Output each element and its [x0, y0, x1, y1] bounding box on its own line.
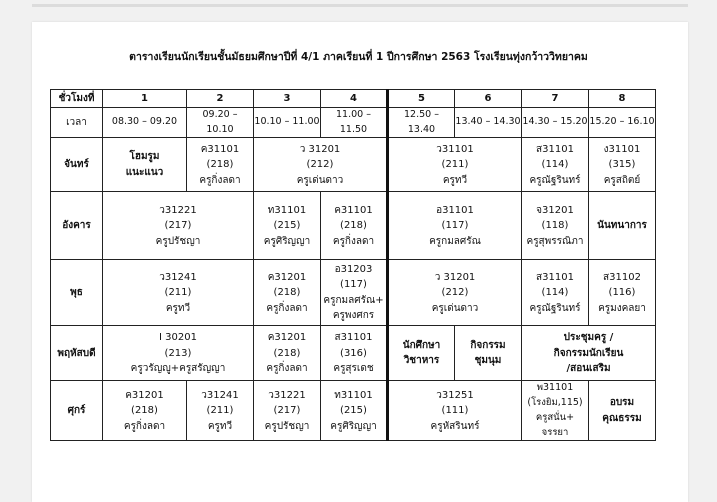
day-label: พุธ — [51, 260, 103, 326]
time-8: 15.20 – 16.10 — [589, 108, 656, 138]
time-label: เวลา — [51, 108, 103, 138]
class-cell: ส31101 (114) ครูณัฐรินทร์ — [522, 260, 589, 326]
class-cell: กิจกรรม ชุมนุม — [455, 326, 522, 381]
day-row-friday — [51, 381, 656, 441]
class-cell: ค31201 (218) ครูกิ่งลดา — [254, 260, 321, 326]
class-cell: ท31101 (215) ครูศิริญญา — [254, 192, 321, 260]
day-row-thursday — [51, 326, 656, 381]
time-4: 11.00 – 11.50 — [321, 108, 388, 138]
class-cell: ว 31201 (212) ครูเด่นดาว — [388, 260, 522, 326]
period-5: 5 — [388, 90, 455, 108]
day-label: พฤหัสบดี — [51, 326, 103, 381]
schedule-title: ตารางเรียนนักเรียนชั้นมัธยมศึกษาปีที่ 4/1 ภาคเรียนที่ 1 ปีการศึกษา 2563 โรงเรียนทุ่งกว้าววิทยาคม — [129, 51, 588, 63]
class-cell: โฮมรูม แนะแนว — [103, 138, 187, 192]
period-7: 7 — [522, 90, 589, 108]
class-cell: นันทนาการ — [589, 192, 656, 260]
class-cell: ว 31201 (212) ครูเด่นดาว — [254, 138, 388, 192]
day-row-tuesday — [51, 192, 656, 260]
class-cell: อบรม คุณธรรม — [589, 381, 656, 441]
class-cell: อ31101 (117) ครูกมลศรัณ — [388, 192, 522, 260]
period-label: ชั่วโมงที่ — [51, 90, 103, 108]
time-5: 12.50 – 13.40 — [388, 108, 455, 138]
class-cell: ว31241 (211) ครูทวี — [187, 381, 254, 441]
class-cell: อ31203 (117) ครูกมลศรัณ+ ครูพงศกร — [321, 260, 388, 326]
class-cell: ว31101 (211) ครูทวี — [388, 138, 522, 192]
day-label: อังคาร — [51, 192, 103, 260]
class-cell: ส31102 (116) ครูมงคลยา — [589, 260, 656, 326]
class-cell: ว31221 (217) ครูปรัชญา — [103, 192, 254, 260]
class-cell: พ31101 (โรงยิม,115) ครูสนั่น+ จรรยา — [522, 381, 589, 441]
time-row — [51, 108, 656, 138]
class-cell: ส31101 (316) ครูสุรเดช — [321, 326, 388, 381]
period-row — [51, 90, 656, 108]
class-cell: ประชุมครู / กิจกรรมนักเรียน /สอนเสริม — [522, 326, 656, 381]
class-cell: นักศึกษา วิชาหาร — [388, 326, 455, 381]
period-2: 2 — [187, 90, 254, 108]
class-cell: ค31101 (218) ครูกิ่งลดา — [187, 138, 254, 192]
day-row-monday — [51, 138, 656, 192]
day-row-wednesday — [51, 260, 656, 326]
class-cell: I 30201 (213) ครูวรัญญู+ครูสรัญญา — [103, 326, 254, 381]
class-cell: ว31241 (211) ครูทวี — [103, 260, 254, 326]
time-2: 09.20 – 10.10 — [187, 108, 254, 138]
time-1: 08.30 – 09.20 — [103, 108, 187, 138]
class-cell: ว31251 (111) ครูหัสรินทร์ — [388, 381, 522, 441]
period-1: 1 — [103, 90, 187, 108]
class-cell: ค31101 (218) ครูกิ่งลดา — [321, 192, 388, 260]
time-3: 10.10 – 11.00 — [254, 108, 321, 138]
period-8: 8 — [589, 90, 656, 108]
class-cell: จ31201 (118) ครูสุพรรณิภา — [522, 192, 589, 260]
period-3: 3 — [254, 90, 321, 108]
class-cell: ค31201 (218) ครูกิ่งลดา — [254, 326, 321, 381]
class-cell: ว31221 (217) ครูปรัชญา — [254, 381, 321, 441]
class-cell: ท31101 (215) ครูศิริญญา — [321, 381, 388, 441]
period-4: 4 — [321, 90, 388, 108]
time-6: 13.40 – 14.30 — [455, 108, 522, 138]
period-6: 6 — [455, 90, 522, 108]
top-divider — [32, 4, 688, 7]
timetable — [50, 89, 656, 441]
class-cell: ค31201 (218) ครูกิ่งลดา — [103, 381, 187, 441]
class-cell: ส31101 (114) ครูณัฐรินทร์ — [522, 138, 589, 192]
day-label: ศุกร์ — [51, 381, 103, 441]
day-label: จันทร์ — [51, 138, 103, 192]
class-cell: ง31101 (315) ครูสถิตย์ — [589, 138, 656, 192]
time-7: 14.30 – 15.20 — [522, 108, 589, 138]
